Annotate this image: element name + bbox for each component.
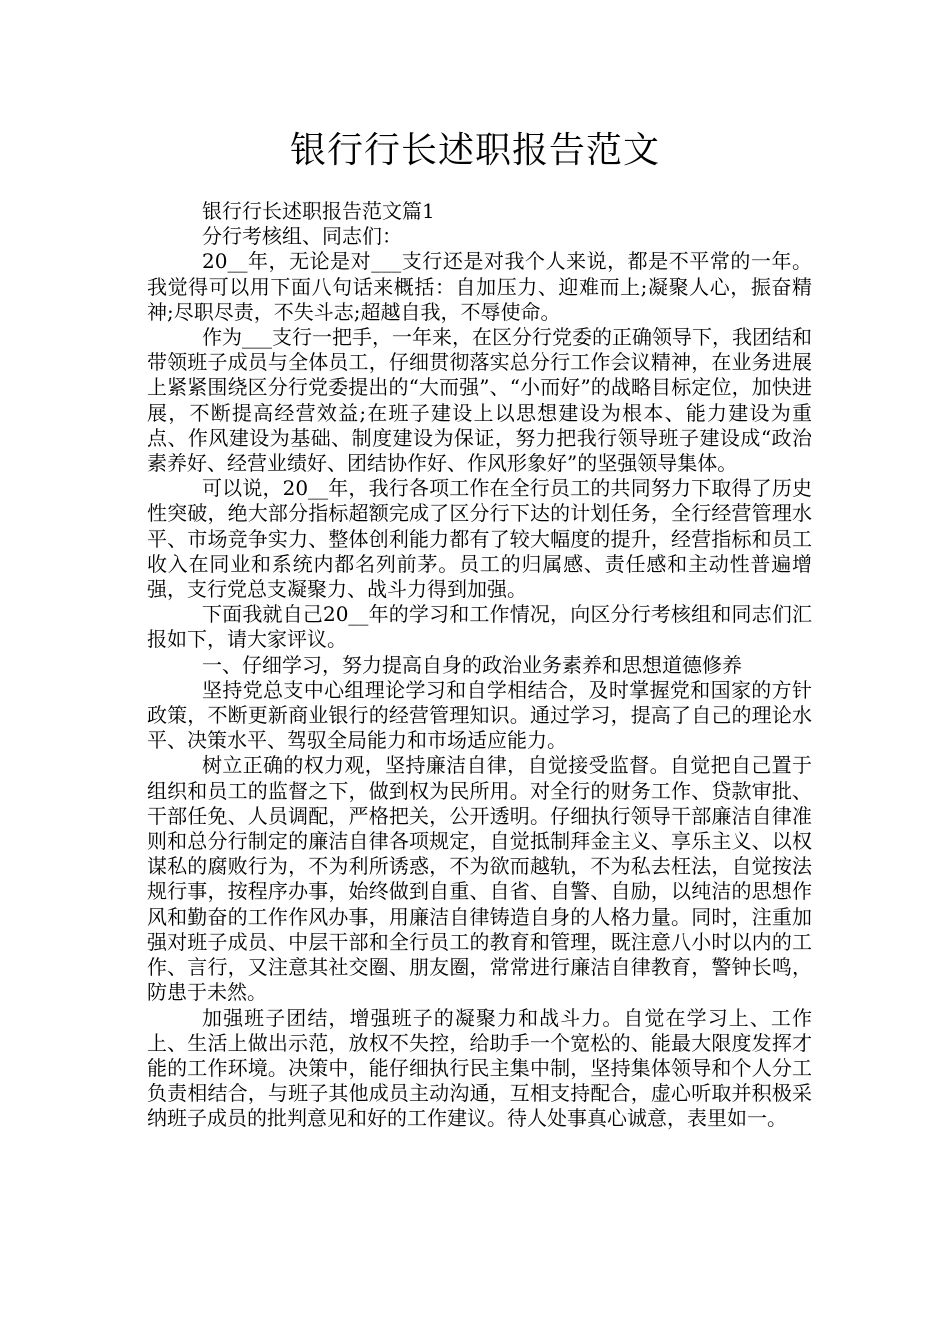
subheading: 一、仔细学习，努力提高自身的政治业务素养和思想道德修养 xyxy=(202,652,742,677)
paragraph: 下面我就自己20__年的学习和工作情况，向区分行考核组和同志们汇报如下，请大家评议。 xyxy=(147,602,812,652)
paragraph: 20__年，无论是对___支行还是对我个人来说，都是不平常的一年。我觉得可以用下面八句话来概括：自加压力、迎难而上;凝聚人心，振奋精神;尽职尽责，不失斗志;超越自我，不辱使命。 xyxy=(147,249,812,324)
paragraph: 可以说，20__年，我行各项工作在全行员工的共同努力下取得了历史性突破，绝大部分指标超额完成了区分行下达的计划任务，全行经营管理水平、市场竞争实力、整体创利能力都有了较大幅度的提升，经营指标和员工收入在同业和系统内都名列前茅。员工的归属感、责任感和主动性普遍增强，支行党总支凝聚力、战斗力得到加强。 xyxy=(147,476,812,602)
salutation: 分行考核组、同志们： xyxy=(202,224,402,249)
section-heading: 银行行长述职报告范文篇1 xyxy=(202,199,435,223)
document-title: 银行行长述职报告范文 xyxy=(289,130,660,171)
document-body xyxy=(147,199,812,1132)
paragraph: 坚持党总支中心组理论学习和自学相结合，及时掌握党和国家的方针政策，不断更新商业银行的经营管理知识。通过学习，提高了自己的理论水平、决策水平、驾驭全局能力和市场适应能力。 xyxy=(147,677,812,753)
paragraph: 加强班子团结，增强班子的凝聚力和战斗力。自觉在学习上、工作上、生活上做出示范，放权不失控，给助手一个宽松的、能最大限度发挥才能的工作环境。决策中，能仔细执行民主集中制，坚持集体领导和个人分工负责相结合，与班子其他成员主动沟通，互相支持配合，虚心听取并积极采纳班子成员的批判意见和好的工作建议。待人处事真心诚意，表里如一。 xyxy=(147,1005,812,1131)
paragraph: 树立正确的权力观，坚持廉洁自律，自觉接受监督。自觉把自己置于组织和员工的监督之下，做到权为民所用。对全行的财务工作、贷款审批、干部任免、人员调配，严格把关，公开透明。仔细执行领导干部廉洁自律准则和总分行制定的廉洁自律各项规定，自觉抵制拜金主义、享乐主义、以权谋私的腐败行为，不为利所诱惑，不为欲而越轨，不为私去枉法，自觉按法规行事，按程序办事，始终做到自重、自省、自警、自励，以纯洁的思想作风和勤奋的工作作风办事，用廉洁自律铸造自身的人格力量。同时，注重加强对班子成员、中层干部和全行员工的教育和管理，既注意八小时以内的工作、言行，又注意其社交圈、朋友圈，常常进行廉洁自律教育，警钟长鸣，防患于未然。 xyxy=(147,753,812,1005)
paragraph: 作为___支行一把手，一年来，在区分行党委的正确领导下，我团结和带领班子成员与全体员工，仔细贯彻落实总分行工作会议精神，在业务进展上紧紧围绕区分行党委提出的“大而强”、“小而好”的战略目标定位，加快进展，不断提高经营效益;在班子建设上以思想建设为根本、能力建设为重点、作风建设为基础、制度建设为保证，努力把我行领导班子建设成“政治素养好、经营业绩好、团结协作好、作风形象好”的坚强领导集体。 xyxy=(147,325,812,476)
